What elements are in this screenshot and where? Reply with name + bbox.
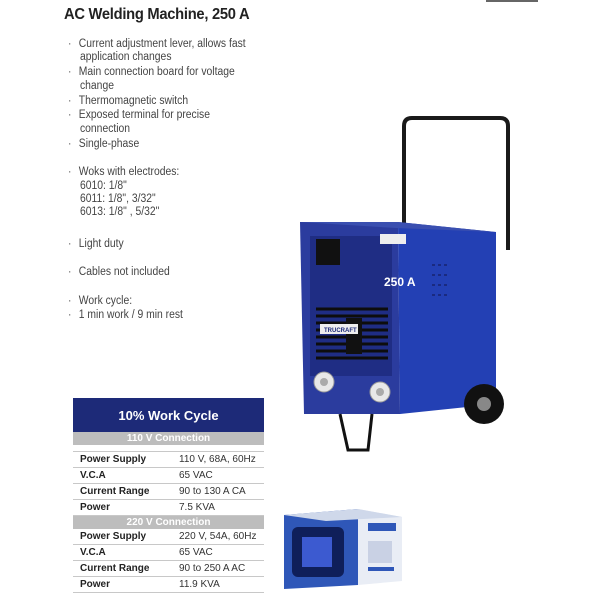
machine-rating-label: 250 A xyxy=(384,275,416,289)
row-label: V.C.A xyxy=(80,470,106,481)
table-row xyxy=(73,577,264,593)
top-divider xyxy=(486,0,538,2)
bullet-icon: · xyxy=(68,138,72,150)
table-row xyxy=(73,484,264,500)
spec-table-header: 10% Work Cycle xyxy=(73,398,264,432)
table-row xyxy=(73,500,264,516)
row-value: 90 to 130 A CA xyxy=(179,486,246,497)
row-label: Current Range xyxy=(80,486,150,497)
product-box-image xyxy=(280,505,405,590)
row-label: Power xyxy=(80,579,111,590)
bullet-icon: · xyxy=(68,238,72,250)
bullet-icon: · xyxy=(68,166,72,178)
feature-line: Exposed terminal for precise xyxy=(78,109,210,121)
brand-label: TRUCRAFT xyxy=(324,328,357,334)
spec-rows-110v xyxy=(73,445,264,516)
row-value: 220 V, 54A, 60Hz xyxy=(179,531,257,542)
electrode-item: 6011: 1/8", 3/32" xyxy=(80,193,156,205)
bullet-icon: · xyxy=(68,309,72,321)
bullet-icon: · xyxy=(68,95,72,107)
spec-rows-220v xyxy=(73,529,264,593)
feature-line: Single-phase xyxy=(78,138,140,150)
spacer-row xyxy=(73,445,264,452)
row-label: Power Supply xyxy=(80,454,147,465)
section-header-110v: 110 V Connection xyxy=(73,432,264,445)
welding-machine-image xyxy=(296,114,520,454)
section-header-220v: 220 V Connection xyxy=(73,516,264,529)
feature-line: change xyxy=(80,80,114,92)
row-label: V.C.A xyxy=(80,547,106,558)
table-row xyxy=(73,468,264,484)
row-label: Current Range xyxy=(80,563,150,574)
product-title: AC Welding Machine, 250 A xyxy=(64,6,250,23)
row-value: 11.9 KVA xyxy=(179,579,220,590)
table-row xyxy=(73,545,264,561)
electrode-item: 6010: 1/8" xyxy=(80,180,127,192)
row-value: 110 V, 68A, 60Hz xyxy=(179,454,256,465)
row-value: 65 VAC xyxy=(179,547,213,558)
electrode-item: 6013: 1/8" , 5/32" xyxy=(80,206,160,218)
table-row xyxy=(73,561,264,577)
bullet-icon: · xyxy=(68,66,72,78)
row-label: Power xyxy=(80,502,111,513)
row-value: 7.5 KVA xyxy=(179,502,215,513)
table-row xyxy=(73,452,264,468)
bullet-icon: · xyxy=(68,38,72,50)
feature-line: Current adjustment lever, allows fast xyxy=(78,38,246,50)
row-label: Power Supply xyxy=(80,531,147,542)
feature-line: Main connection board for voltage xyxy=(78,66,235,78)
bullet-icon: · xyxy=(68,295,72,307)
bullet-icon: · xyxy=(68,266,72,278)
feature-line: connection xyxy=(80,123,131,135)
spec-table xyxy=(73,398,264,593)
row-value: 90 to 250 A AC xyxy=(179,563,246,574)
bullet-icon: · xyxy=(68,109,72,121)
table-row xyxy=(73,529,264,545)
row-value: 65 VAC xyxy=(179,470,213,481)
feature-line: application changes xyxy=(80,51,172,63)
feature-line: Thermomagnetic switch xyxy=(78,95,189,107)
